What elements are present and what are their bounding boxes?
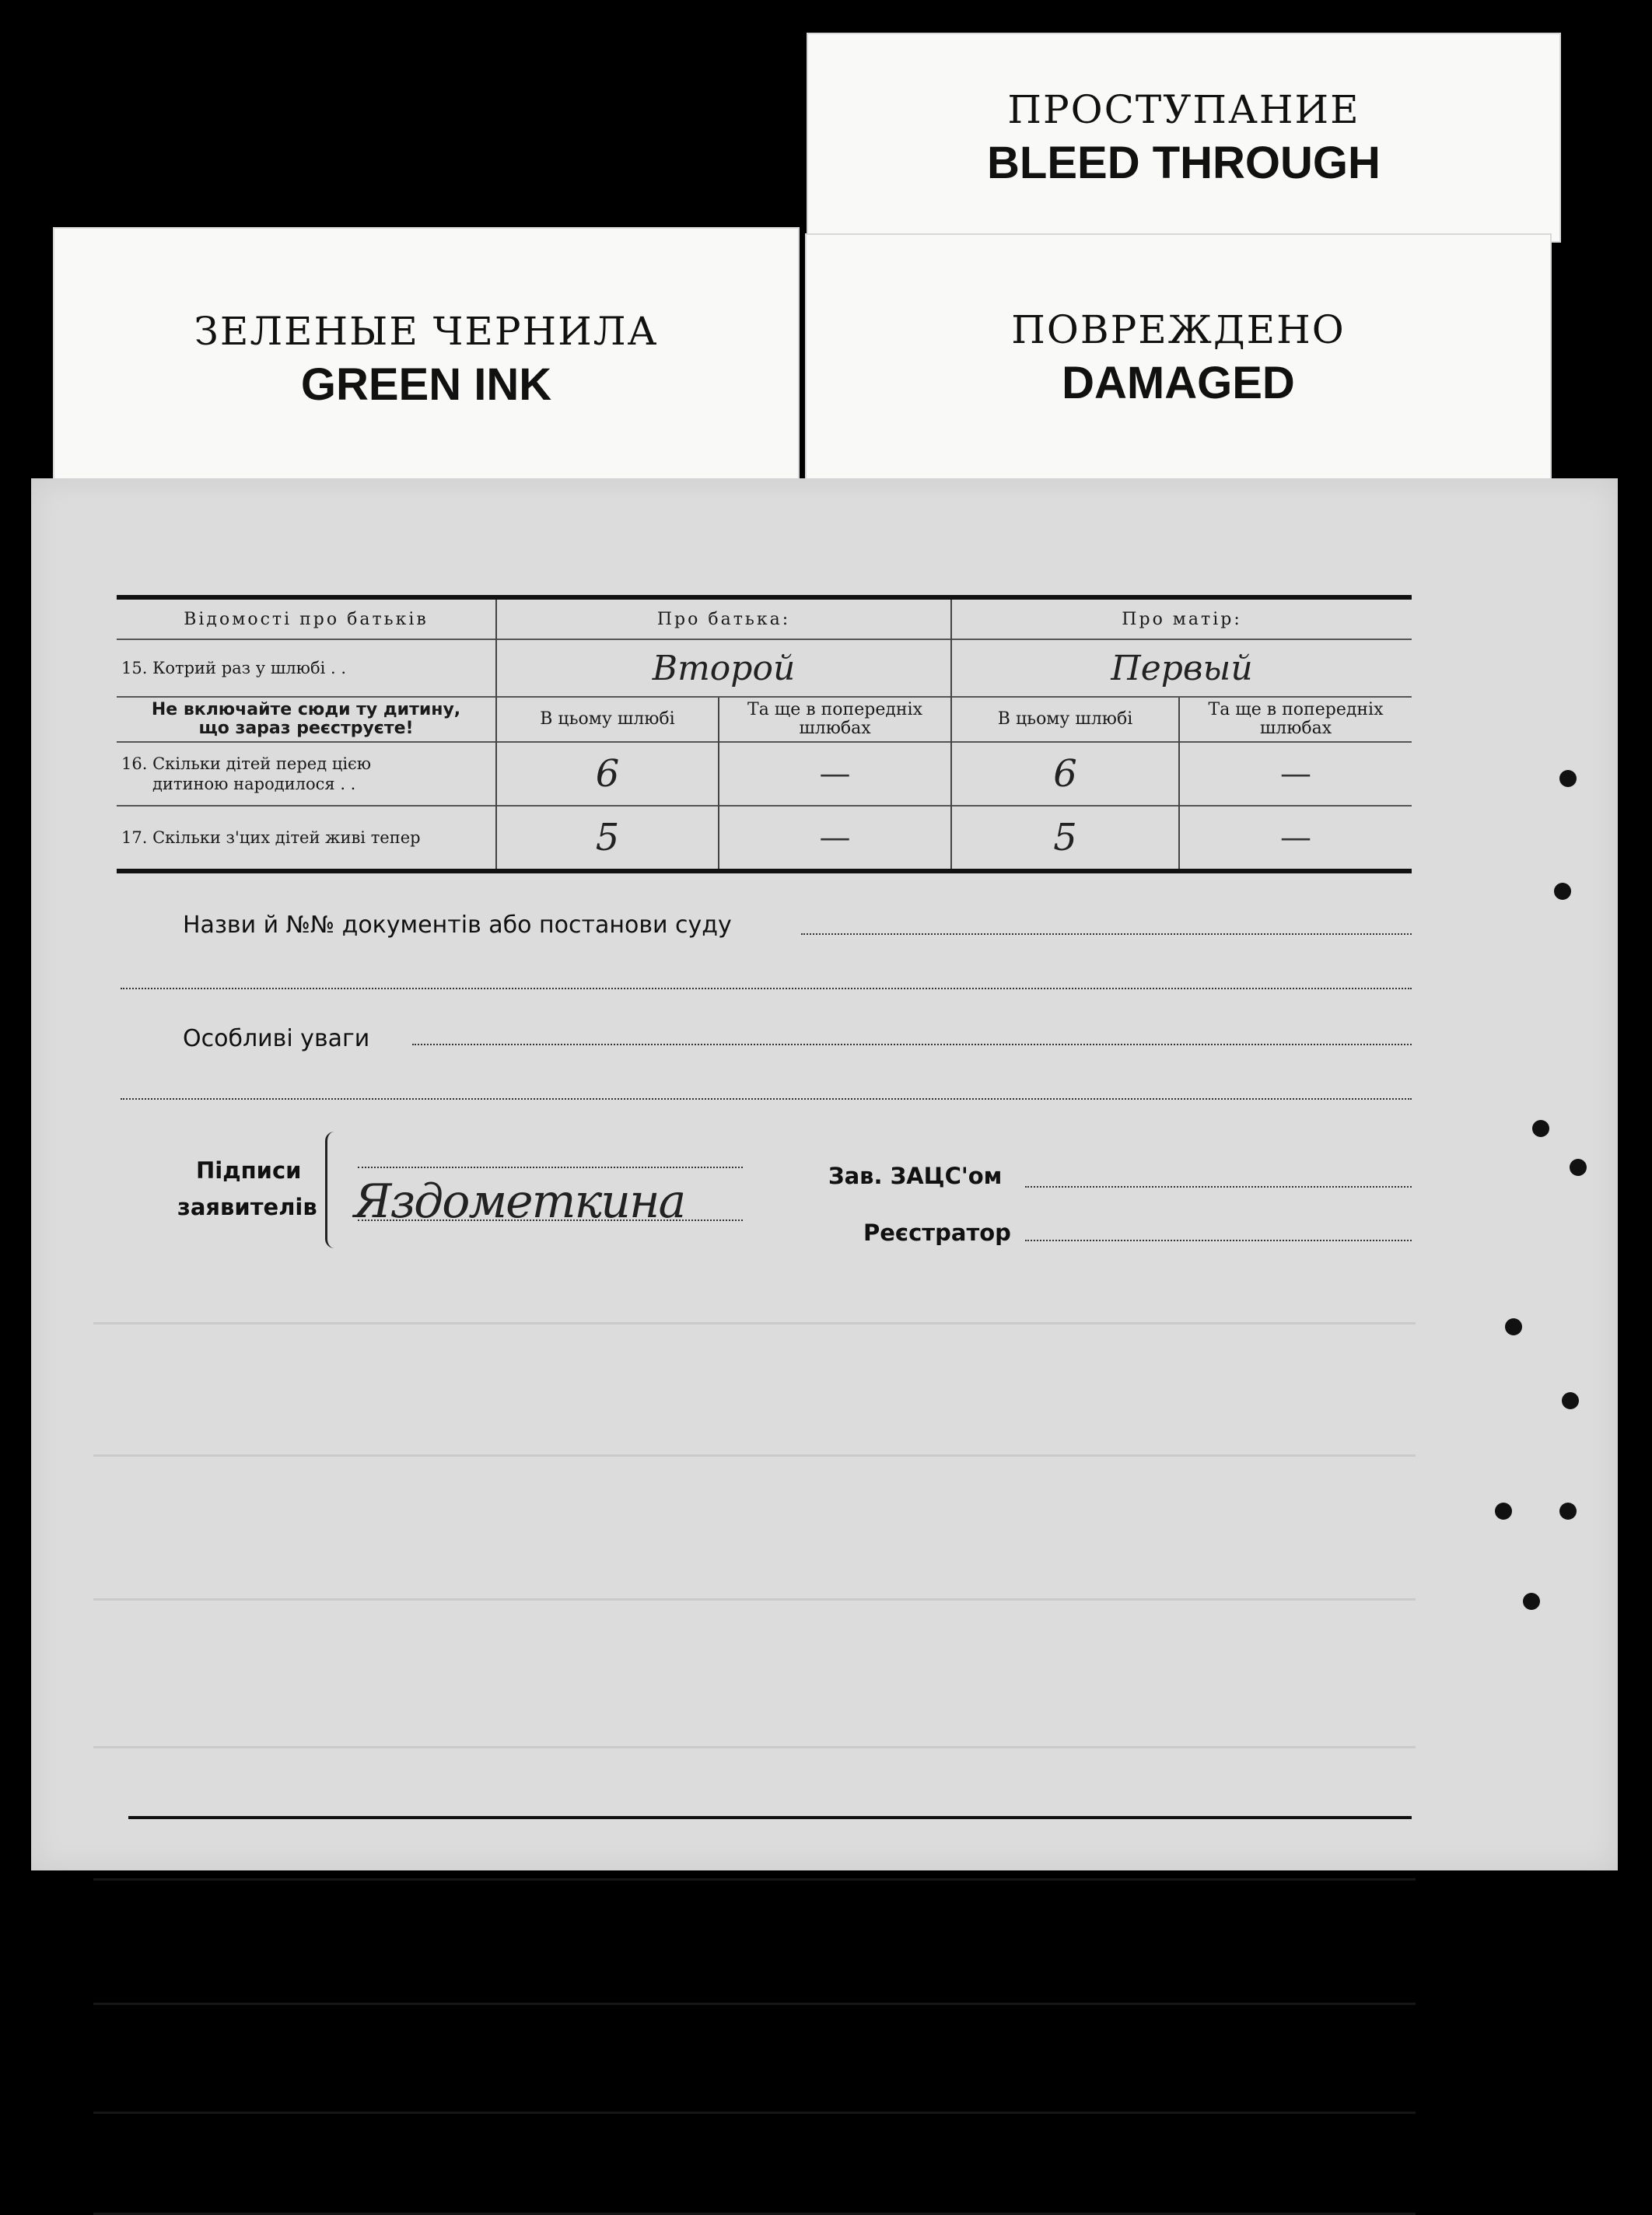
signature-line-1	[358, 1167, 743, 1168]
header-info: Відомості про батьків	[117, 597, 496, 639]
row15-mother-value: Первый	[951, 639, 1412, 697]
row16-label-line-2: дитиною народилося . .	[152, 775, 356, 793]
damaged-card	[805, 233, 1552, 482]
damaged-russian: ПОВРЕЖДЕНО	[1011, 306, 1346, 352]
signature-brace	[325, 1132, 343, 1248]
bleed-line	[93, 1322, 1416, 1324]
parents-info-table	[117, 595, 1412, 873]
remarks-label: Особливі уваги	[183, 1025, 370, 1052]
header-mother: Про матір:	[951, 597, 1412, 639]
registrar-line	[1025, 1240, 1412, 1241]
father-prev-header-line-2: шлюбах	[799, 719, 871, 738]
note-line-2: що зараз реєструєте!	[198, 719, 414, 738]
green-ink-russian: ЗЕЛЕНЫЕ ЧЕРНИЛА	[194, 308, 659, 354]
mother-this-marriage-header: В цьому шлюбі	[951, 697, 1179, 742]
punch-hole	[1559, 770, 1577, 787]
header-father: Про батька:	[496, 597, 951, 639]
bleed-through-english: BLEED THROUGH	[987, 137, 1381, 188]
row15-father-value: Второй	[496, 639, 951, 697]
bleed-line	[93, 1598, 1416, 1601]
row16-label	[117, 742, 496, 806]
row17-father-prev: —	[719, 806, 951, 871]
punch-hole	[1505, 1318, 1522, 1335]
green-ink-card	[53, 227, 800, 492]
signatures-label-line-2: заявителів	[177, 1194, 317, 1220]
table-note-row	[117, 697, 1412, 742]
bleed-line	[93, 2112, 1416, 2114]
row16-mother-this: 6	[951, 742, 1179, 806]
note-line-1: Не включайте сюди ту дитину,	[151, 700, 461, 719]
table-row	[117, 806, 1412, 871]
remarks-line-2	[121, 1098, 1412, 1100]
mother-prev-header-line-2: шлюбах	[1259, 719, 1332, 738]
punch-hole	[1495, 1503, 1512, 1520]
punch-hole	[1532, 1120, 1549, 1137]
row15-label: 15. Котрий раз у шлюбі . .	[117, 639, 496, 697]
documents-line	[801, 933, 1412, 935]
mother-prev-marriages-header	[1179, 697, 1412, 742]
father-prev-marriages-header	[719, 697, 951, 742]
damaged-english: DAMAGED	[1062, 357, 1295, 408]
table-row	[117, 639, 1412, 697]
head-line	[1025, 1186, 1412, 1188]
row17-mother-prev: —	[1179, 806, 1412, 871]
bleed-line	[93, 1746, 1416, 1748]
documents-label: Назви й №№ документів або постанови суду	[183, 912, 732, 939]
row16-father-prev: —	[719, 742, 951, 806]
green-ink-english: GREEN INK	[300, 359, 552, 410]
punch-hole	[1562, 1392, 1579, 1409]
table-row	[117, 742, 1412, 806]
head-label: Зав. ЗАЦС'ом	[828, 1163, 1003, 1189]
bleed-line	[93, 1454, 1416, 1457]
table-header-row	[117, 597, 1412, 639]
punch-hole	[1554, 883, 1571, 900]
father-this-marriage-header: В цьому шлюбі	[496, 697, 719, 742]
row17-father-this: 5	[496, 806, 719, 871]
remarks-line	[412, 1044, 1412, 1045]
row17-mother-this: 5	[951, 806, 1179, 871]
bottom-rule	[128, 1816, 1412, 1819]
punch-hole	[1570, 1159, 1587, 1176]
documents-line-2	[121, 988, 1412, 989]
punch-hole	[1559, 1503, 1577, 1520]
row16-mother-prev: —	[1179, 742, 1412, 806]
bleed-line	[93, 1878, 1416, 1881]
row16-label-line-1: 16. Скільки дітей перед цією	[121, 754, 372, 773]
father-prev-header-line-1: Та ще в попередніх	[747, 700, 922, 719]
signatures-label-line-1: Підписи	[196, 1157, 302, 1184]
punch-hole	[1523, 1593, 1540, 1610]
registrar-label: Реєстратор	[863, 1219, 1011, 1246]
note-cell	[117, 697, 496, 742]
mother-prev-header-line-1: Та ще в попередніх	[1208, 700, 1384, 719]
bleed-through-russian: ПРОСТУПАНИЕ	[1007, 86, 1360, 132]
row17-label: 17. Скільки з'цих дітей живі тепер	[117, 806, 496, 871]
applicant-signature: Яздометкина	[354, 1174, 685, 1229]
row16-father-this: 6	[496, 742, 719, 806]
bleed-through-card	[807, 33, 1561, 243]
bleed-line	[93, 2003, 1416, 2005]
